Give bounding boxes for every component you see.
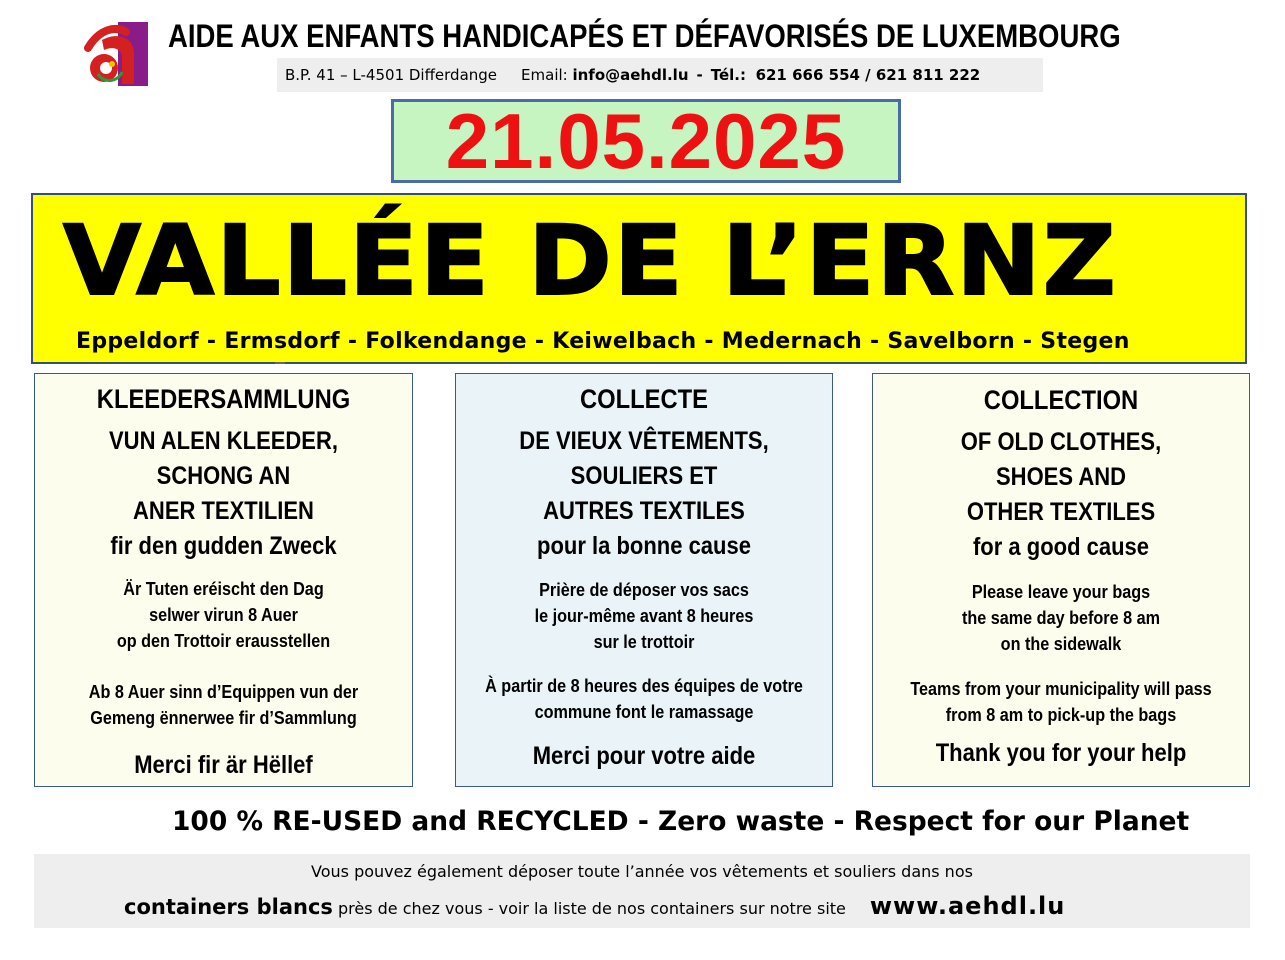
recycling-slogan: 100 % RE-USED and RECYCLED - Zero waste - Respect for our Planet — [172, 806, 1190, 837]
column-heading: SHOES AND — [996, 463, 1126, 491]
footer-note — [34, 854, 1250, 928]
phone-numbers: 621 666 554 / 621 811 222 — [755, 66, 981, 84]
footer-text-line2 — [124, 892, 1065, 920]
column-heading: pour la bonne cause — [537, 532, 751, 560]
email-label: Email: — [521, 66, 568, 84]
region-banner — [31, 193, 1247, 364]
instruction-line: Please leave your bags — [971, 582, 1151, 602]
postal-address: B.P. 41 – L-4501 Differdange — [285, 66, 498, 84]
footer-text-rest: près de chez vous - voir la liste de nos containers sur notre site — [332, 899, 846, 918]
column-heading: OF OLD CLOTHES, — [960, 428, 1162, 456]
column-heading: COLLECTE — [579, 384, 709, 414]
website-link[interactable]: www.aehdl.lu — [869, 892, 1066, 920]
instruction-line: selwer virun 8 Auer — [149, 605, 298, 625]
instruction-line: Är Tuten eréischt den Dag — [123, 579, 324, 599]
column-heading: AUTRES TEXTILES — [543, 497, 745, 525]
phone-label: Tél.: — [710, 66, 747, 84]
thanks-message: Merci pour votre aide — [532, 742, 756, 770]
contact-separator: - — [696, 66, 703, 84]
aehdl-logo-icon — [82, 18, 150, 88]
pickup-line: Gemeng ënnerwee fir d’Sammlung — [90, 708, 357, 728]
instruction-line: sur le trottoir — [593, 632, 695, 652]
instruction-line: Prière de déposer vos sacs — [539, 580, 749, 600]
column-heading: for a good cause — [972, 533, 1150, 561]
pickup-line: Teams from your municipality will pass — [910, 679, 1212, 699]
column-heading: COLLECTION — [983, 385, 1139, 415]
thanks-message: Merci fir är Hëllef — [134, 751, 313, 779]
divider — [275, 362, 285, 364]
pickup-line: from 8 am to pick-up the bags — [945, 705, 1177, 725]
instruction-line: on the sidewalk — [1000, 634, 1122, 654]
pickup-line: commune font le ramassage — [534, 702, 754, 722]
column-heading: ANER TEXTILIEN — [133, 497, 314, 525]
column-heading: fir den gudden Zweck — [110, 532, 337, 560]
collection-date: 21.05.2025 — [445, 97, 847, 185]
pickup-line: À partir de 8 heures des équipes de votre — [485, 676, 803, 696]
column-heading: OTHER TEXTILES — [966, 498, 1156, 526]
organization-title: AIDE AUX ENFANTS HANDICAPÉS ET DÉFAVORISÉS DE LUXEMBOURG — [168, 18, 1121, 54]
instruction-line: op den Trottoir erausstellen — [116, 631, 331, 651]
column-french — [455, 373, 833, 787]
column-heading: SOULIERS ET — [570, 462, 718, 490]
containers-label: containers blancs — [124, 895, 333, 919]
column-heading: VUN ALEN KLEEDER, — [109, 427, 338, 455]
region-villages: Eppeldorf - Ermsdorf - Folkendange - Keiwelbach - Medernach - Savelborn - Stegen — [76, 329, 1130, 354]
contact-bar — [277, 58, 1043, 92]
instruction-line: the same day before 8 am — [961, 608, 1161, 628]
email-link[interactable]: info@aehdl.lu — [572, 66, 689, 84]
pickup-line: Ab 8 Auer sinn d’Equippen vun der — [88, 682, 359, 702]
collection-date-box — [391, 99, 901, 183]
column-heading: KLEEDERSAMMLUNG — [96, 384, 351, 414]
column-heading: DE VIEUX VÊTEMENTS, — [519, 427, 769, 455]
instruction-line: le jour-même avant 8 heures — [534, 606, 754, 626]
region-title: VALLÉE DE L’ERNZ — [63, 205, 1118, 317]
column-english — [872, 373, 1250, 787]
thanks-message: Thank you for your help — [935, 739, 1187, 767]
footer-text-line1: Vous pouvez également déposer toute l’année vos vêtements et souliers dans nos — [311, 862, 973, 881]
column-heading: SCHONG AN — [156, 462, 291, 490]
column-luxembourgish — [34, 373, 413, 787]
